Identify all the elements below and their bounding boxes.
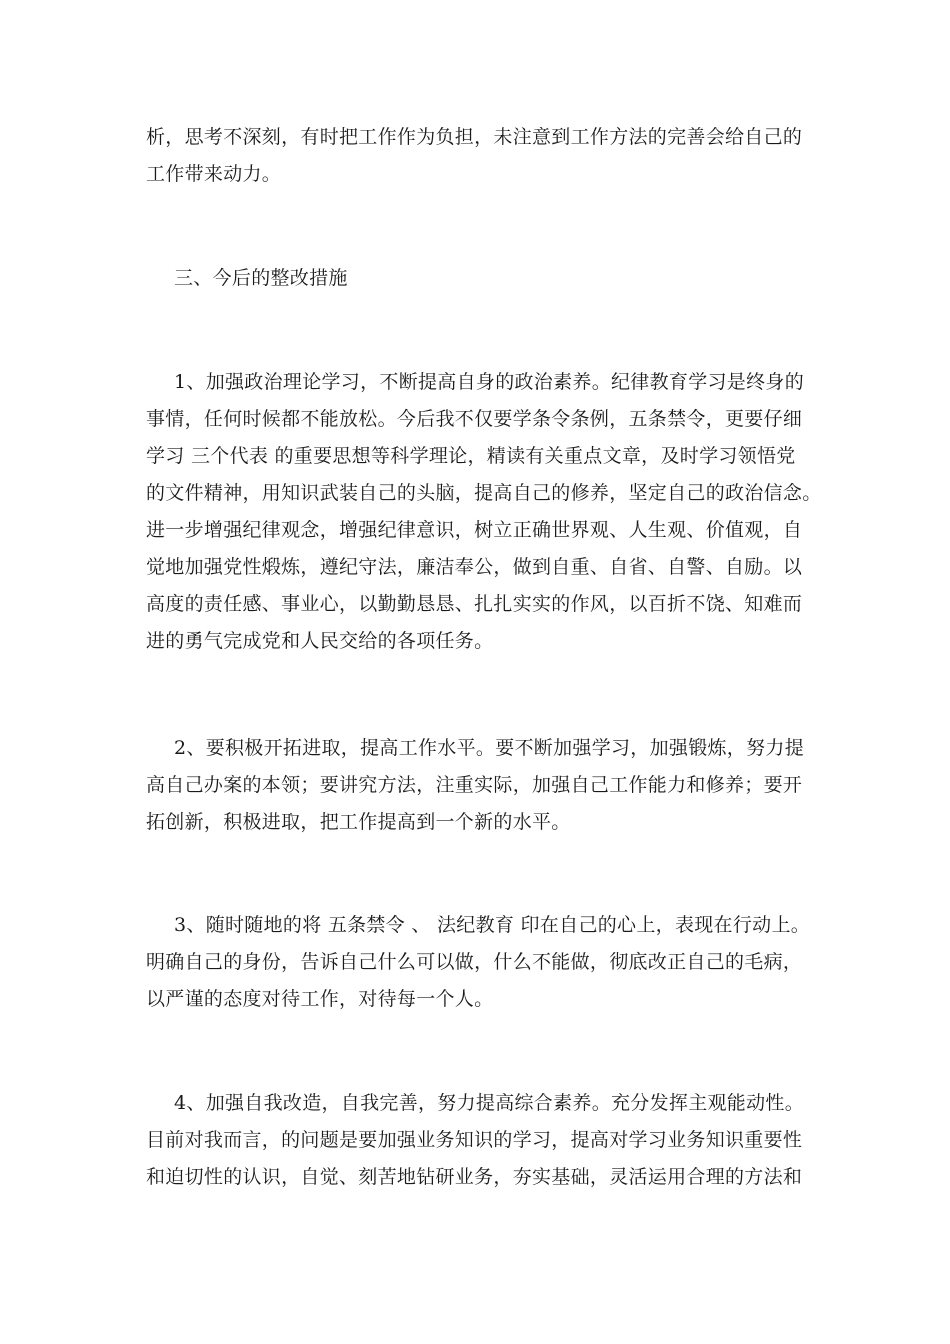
text-line: 高度的责任感、事业心，以勤勤恳恳、扎扎实实的作风，以百折不饶、知难而 (146, 593, 803, 615)
text-line: 1、加强政治理论学习，不断提高自身的政治素养。纪律教育学习是终身的 (174, 371, 804, 393)
text-line: 明确自己的身份，告诉自己什么可以做，什么不能做，彻底改正自己的毛病， (146, 951, 803, 973)
text-line: 和迫切性的认识，自觉、刻苦地钻研业务，夯实基础，灵活运用合理的方法和 (146, 1166, 803, 1188)
text-line: 高自己办案的本领；要讲究方法，注重实际，加强自己工作能力和修养；要开 (146, 774, 803, 796)
text-line: 进的勇气完成党和人民交给的各项任务。 (146, 630, 494, 652)
text-line: 2、要积极开拓进取，提高工作水平。要不断加强学习，加强锻炼，努力提 (174, 737, 804, 759)
text-line: 学习 三个代表 的重要思想等科学理论，精读有关重点文章，及时学习领悟党 (146, 445, 796, 467)
text-line: 觉地加强党性煅炼，遵纪守法，廉洁奉公，做到自重、自省、自警、自励。以 (146, 556, 803, 578)
text-line: 事情，任何时候都不能放松。今后我不仅要学条令条例，五条禁令，更要仔细 (146, 408, 803, 430)
text-line: 析，思考不深刻，有时把工作作为负担，未注意到工作方法的完善会给自己的 (146, 126, 803, 148)
text-line: 拓创新，积极进取，把工作提高到一个新的水平。 (146, 811, 571, 833)
text-line: 进一步增强纪律观念，增强纪律意识，树立正确世界观、人生观、价值观，自 (146, 519, 803, 541)
text-line: 4、加强自我改造，自我完善，努力提高综合素养。充分发挥主观能动性。 (174, 1092, 804, 1114)
text-line: 的文件精神，用知识武装自己的头脑，提高自己的修养，坚定自己的政治信念。 (146, 482, 822, 504)
text-line: 工作带来动力。 (146, 163, 282, 185)
section-heading: 三、今后的整改措施 (174, 267, 348, 289)
text-line: 目前对我而言，的问题是要加强业务知识的学习，提高对学习业务知识重要性 (146, 1129, 803, 1151)
text-line: 以严谨的态度对待工作，对待每一个人。 (146, 988, 494, 1010)
text-line: 3、随时随地的将 五条禁令 、 法纪教育 印在自己的心上，表现在行动上。 (174, 914, 811, 936)
